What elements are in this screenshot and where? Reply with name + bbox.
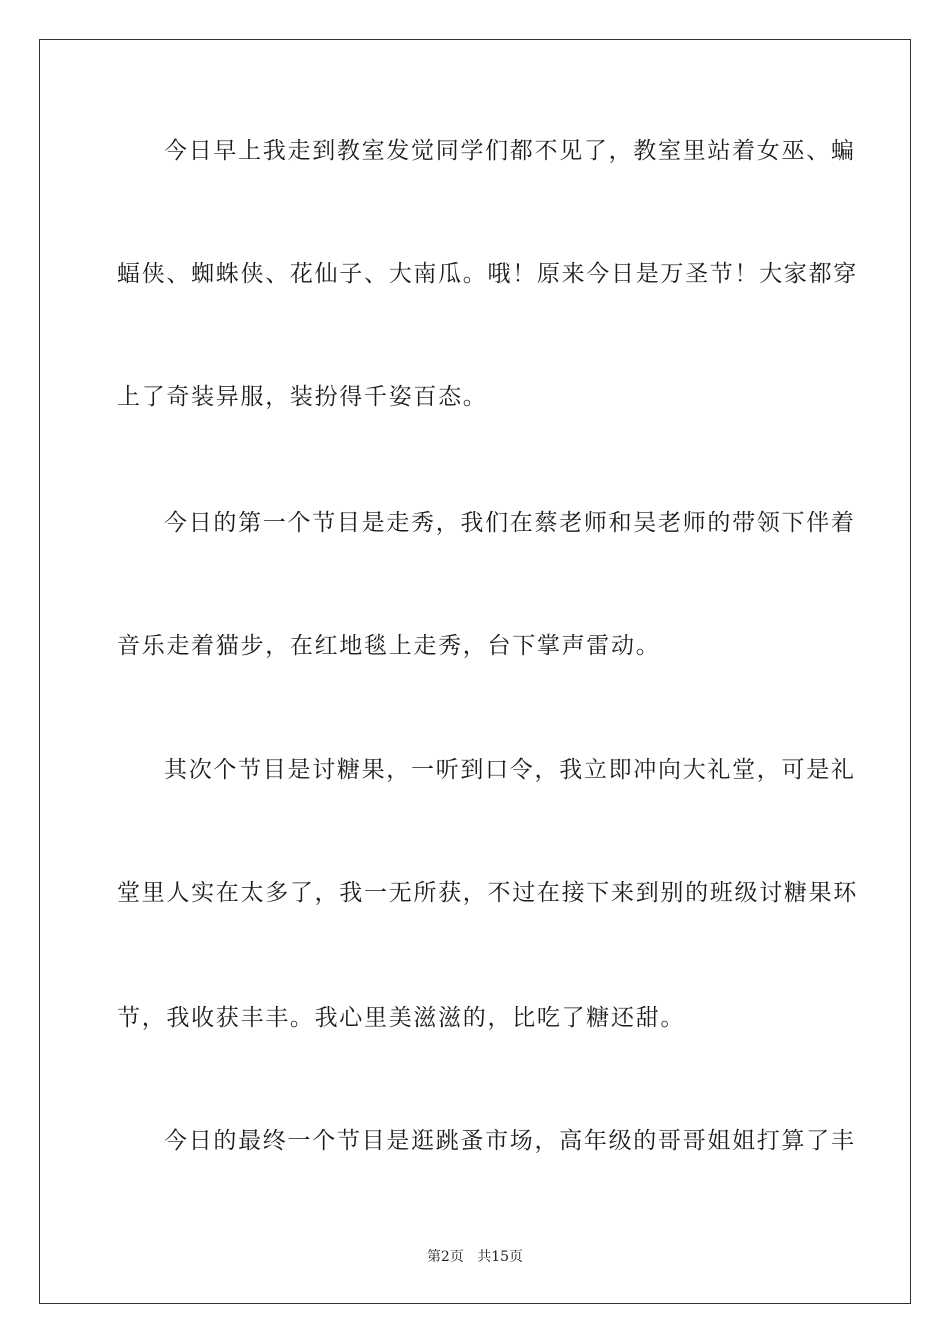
- page-footer: [0, 1248, 950, 1266]
- text-line: 今日早上我走到教室发觉同学们都不见了，教室里站着女巫、蝙: [164, 138, 856, 164]
- text-line: 堂里人实在太多了，我一无所获，不过在接下来到别的班级讨糖果环: [117, 880, 858, 906]
- text-line: 今日的第一个节目是走秀，我们在蔡老师和吴老师的带领下伴着: [164, 510, 856, 536]
- text-line: 节，我收获丰丰。我心里美滋滋的，比吃了糖还甜。: [117, 1005, 686, 1031]
- page-border: [39, 39, 911, 1304]
- page-number: 第2页: [426, 1249, 464, 1265]
- text-line: 音乐走着猫步，在红地毯上走秀，台下掌声雷动。: [117, 633, 661, 659]
- text-line: 其次个节目是讨糖果，一听到口令，我立即冲向大礼堂，可是礼: [164, 757, 856, 783]
- text-line: 蝠侠、蜘蛛侠、花仙子、大南瓜。哦！原来今日是万圣节！大家都穿: [117, 261, 858, 287]
- text-line: 上了奇装异服，装扮得千姿百态。: [117, 384, 488, 410]
- page-total: 共15页: [477, 1249, 524, 1265]
- text-line: 今日的最终一个节目是逛跳蚤市场，高年级的哥哥姐姐打算了丰: [164, 1128, 856, 1154]
